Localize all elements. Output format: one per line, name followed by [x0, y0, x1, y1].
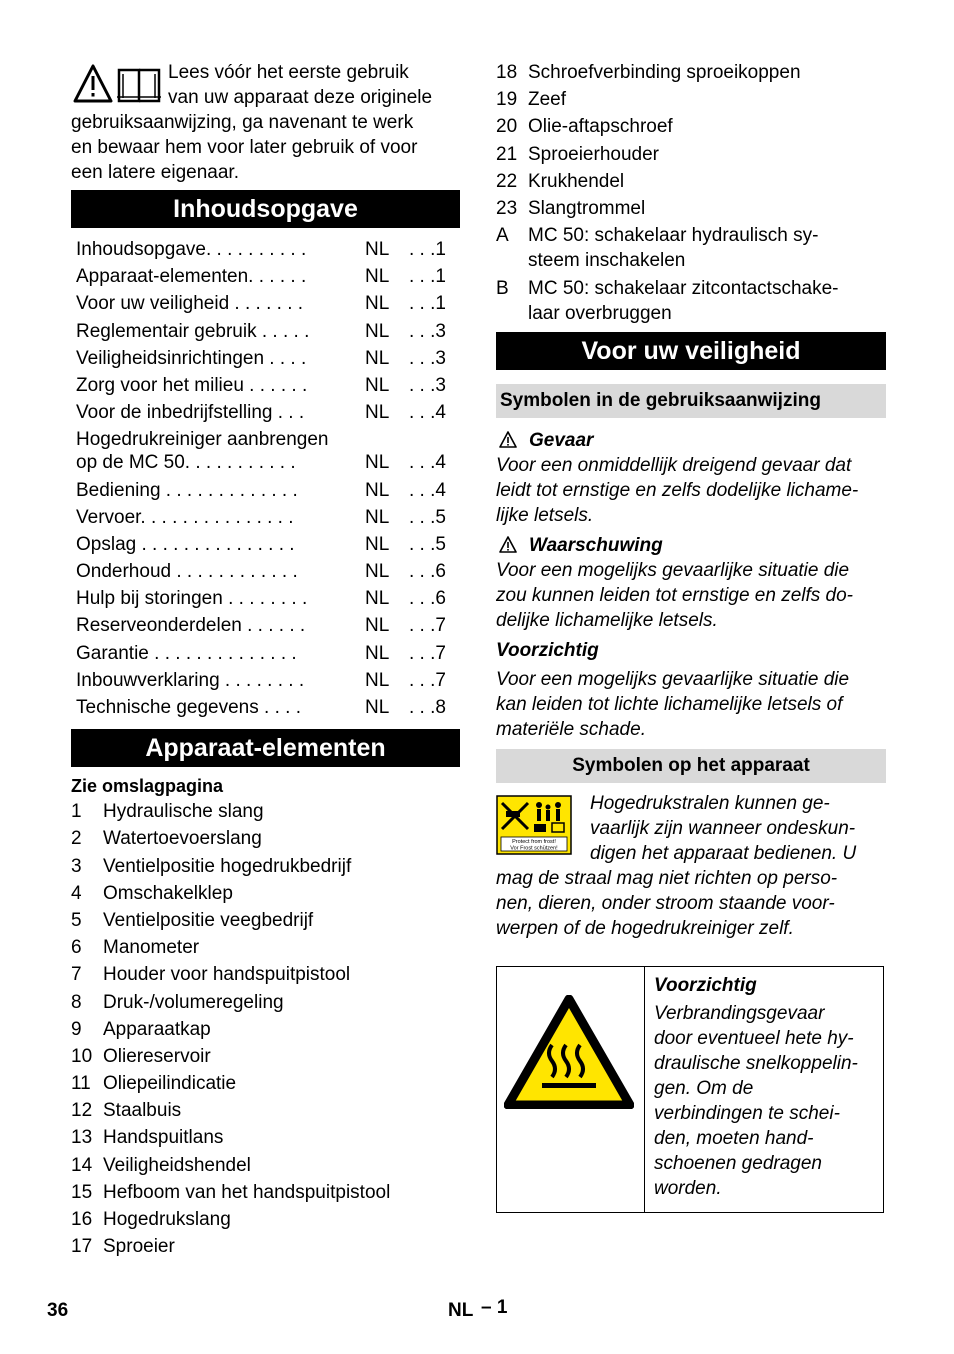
list-item-number: 20: [496, 116, 518, 138]
list-item-text: Handspuitlans: [103, 1127, 224, 1149]
list-item: [71, 1098, 460, 1125]
toc-lang: NL: [365, 266, 390, 288]
toc-page: . . .1: [409, 293, 446, 315]
list-item-text: Schroefverbinding sproeikoppen: [528, 62, 801, 83]
toc-title: Technische gegevens . . . .: [76, 697, 301, 718]
list-item-text: Oliepeilindicatie: [103, 1073, 237, 1095]
toc-lang: NL: [365, 506, 390, 528]
box-line-1: Verbrandingsgevaar: [654, 1003, 825, 1025]
toc-row-cont: [71, 450, 460, 477]
box-line-4: gen. Om de: [654, 1078, 754, 1100]
intro-line-2: van uw apparaat deze originele: [168, 87, 433, 108]
hp-line-2: vaarlijk zijn wanneer ondeskun-: [590, 818, 856, 840]
toc-lang: NL: [365, 347, 390, 369]
toc-lang: NL: [365, 479, 390, 501]
box-line-3: draulische snelkoppelin-: [654, 1053, 858, 1075]
list-item-text: Veiligheidshendel: [103, 1154, 251, 1176]
waarschuwing-line-1: Voor een mogelijks gevaarlijke situatie die: [496, 560, 850, 582]
toc-lang: NL: [365, 588, 390, 610]
intro-line-4: en bewaar hem voor later gebruik of voor: [71, 137, 418, 158]
toc-page: . . .5: [409, 506, 446, 528]
list-item: [496, 114, 886, 141]
symbols-manual-heading: Symbolen in de gebruiksaanwijzing: [496, 384, 886, 418]
toc-row: [71, 264, 460, 291]
list-item-number: 17: [71, 1236, 93, 1258]
footer-page-indicator: – 1: [481, 1297, 508, 1318]
gevaar-line-2: leidt tot ernstige en zelfs dodelijke lichame-: [496, 480, 859, 502]
list-item-text: Slangtrommel: [528, 197, 646, 219]
item-b-cont: laar overbruggen: [528, 303, 672, 325]
box-line-5: verbindingen te schei-: [654, 1103, 840, 1125]
list-item-text: Hydraulische slang: [103, 801, 264, 823]
box-line-8: worden.: [654, 1178, 722, 1200]
toc-page: . . .7: [409, 642, 446, 664]
list-item-number: 8: [71, 991, 82, 1013]
toc-title: Apparaat-elementen. . . . . .: [76, 266, 307, 288]
voorzichtig-line-1: Voor een mogelijks gevaarlijke situatie die: [496, 669, 850, 691]
toc-row: [71, 613, 460, 640]
list-item-number: 11: [71, 1073, 91, 1095]
footer-lang: NL: [448, 1300, 474, 1321]
toc-title: Inhoudsopgave. . . . . . . . . .: [76, 239, 307, 260]
toc-page: . . .6: [409, 588, 446, 610]
list-item-text: Oliereservoir: [103, 1045, 211, 1067]
list-item-text: Hefboom van het handspuitpistool: [103, 1181, 391, 1203]
toc-page: . . .1: [409, 239, 446, 260]
list-item: [71, 1153, 460, 1180]
hp-line-6: werpen of de hogedrukreiniger zelf.: [496, 918, 794, 940]
toc-page: . . .8: [409, 697, 446, 718]
voorzichtig-line-2: kan leiden tot lichte lichamelijke letsels of: [496, 694, 843, 716]
voorzichtig-line-3: materiële schade.: [496, 719, 646, 741]
list-item: [71, 1071, 460, 1098]
toc-row: [71, 319, 460, 346]
safety-heading: Voor uw veiligheid: [496, 332, 886, 370]
list-item: [496, 142, 886, 169]
intro-block: [71, 60, 460, 183]
list-item-text: Omschakelklep: [103, 882, 233, 904]
toc-title: Zorg voor het milieu . . . . . .: [76, 374, 308, 396]
list-item-number: 6: [71, 937, 82, 959]
toc-title: Reserveonderdelen . . . . . .: [76, 615, 306, 637]
toc-title: Vervoer. . . . . . . . . . . . . . .: [76, 506, 294, 528]
list-item-number: 13: [71, 1127, 93, 1149]
list-item-number: 4: [71, 882, 82, 904]
toc-row: [71, 346, 460, 373]
toc-row: [71, 478, 460, 505]
toc-title: Veiligheidsinrichtingen . . . .: [76, 347, 307, 369]
page-number: 36: [47, 1300, 69, 1321]
toc-page: . . .4: [409, 402, 446, 424]
toc-lang: NL: [365, 239, 390, 260]
list-item-number: 22: [496, 170, 518, 192]
list-item: [71, 1044, 460, 1071]
toc-page: . . .3: [409, 347, 446, 369]
toc-row: [71, 586, 460, 613]
list-item: [71, 799, 460, 826]
item-b: B MC 50: schakelaar zitcontactschake-: [496, 278, 839, 300]
list-item-text: Apparaatkap: [103, 1018, 211, 1040]
list-item-number: 18: [496, 62, 518, 83]
list-item-text: Hogedrukslang: [103, 1209, 231, 1230]
elements-list: [71, 799, 460, 1261]
toc-page: . . .6: [409, 561, 446, 583]
toc-lang: NL: [365, 452, 390, 474]
toc-title: Voor uw veiligheid . . . . . . .: [76, 293, 304, 315]
symbols-device-heading: Symbolen op het apparaat: [496, 749, 886, 783]
list-item-number: 10: [71, 1045, 93, 1067]
list-item: [496, 196, 886, 223]
intro-line-3: gebruiksaanwijzing, ga navenant te werk: [71, 112, 414, 133]
list-item: [71, 1017, 460, 1044]
toc-title: Reglementair gebruik . . . . .: [76, 320, 310, 342]
toc-page: . . .1: [409, 266, 446, 288]
toc-lang: NL: [365, 615, 390, 637]
list-item-text: Watertoevoerslang: [103, 828, 262, 850]
list-item-number: 9: [71, 1018, 82, 1040]
list-item: [71, 1234, 460, 1261]
table-divider: [644, 967, 645, 1212]
toc-page: . . .3: [409, 320, 446, 342]
toc-row: [71, 291, 460, 318]
toc-row: [71, 427, 460, 450]
toc-page: . . .4: [409, 479, 446, 501]
waarschuwing-line-2: zou kunnen leiden tot ernstige en zelfs do-: [496, 585, 854, 607]
toc-lang: NL: [365, 533, 390, 555]
list-item-number: 19: [496, 89, 518, 111]
list-item: [496, 87, 886, 114]
list-item-number: 2: [71, 828, 82, 850]
toc-page: . . .3: [409, 374, 446, 396]
toc-row: [71, 237, 460, 264]
list-item: [71, 990, 460, 1017]
hp-line-4: mag de straal mag niet richten op perso-: [496, 868, 838, 890]
high-pressure-warning-label-icon: [496, 795, 572, 855]
burn-warning-table: [496, 966, 884, 1213]
list-item-number: 14: [71, 1154, 93, 1176]
toc-list: [71, 237, 460, 722]
toc-row: [71, 373, 460, 400]
right-column: [496, 60, 886, 1213]
gevaar-line-3: lijke letsels.: [496, 505, 594, 527]
toc-lang: NL: [365, 374, 390, 396]
list-item: [71, 881, 460, 908]
list-item-number: 1: [71, 801, 82, 823]
hp-line-5: nen, dieren, onder stroom staande voor-: [496, 893, 835, 915]
hp-warning-block: [496, 791, 886, 941]
list-item-text: Zeef: [528, 89, 567, 111]
toc-row: [71, 641, 460, 668]
list-item: [71, 935, 460, 962]
list-item: [71, 908, 460, 935]
toc-title: Voor de inbedrijfstelling . . .: [76, 402, 305, 424]
list-item-text: Ventielpositie hogedrukbedrijf: [103, 855, 352, 877]
gevaar-label-row: Gevaar: [496, 428, 886, 453]
waarschuwing-label-row: Waarschuwing: [496, 533, 886, 558]
gevaar-line-1: Voor een onmiddellijk dreigend gevaar dat: [496, 455, 852, 477]
toc-lang: NL: [365, 642, 390, 664]
toc-lang: NL: [365, 320, 390, 342]
list-item-text: Krukhendel: [528, 170, 625, 192]
intro-line-1: Lees vóór het eerste gebruik: [168, 62, 409, 83]
toc-row: [71, 505, 460, 532]
box-line-2: door eventueel hete hy-: [654, 1028, 854, 1050]
toc-row: [71, 532, 460, 559]
svg-text:Vor Frost schützen!: Vor Frost schützen!: [510, 845, 558, 852]
list-item-number: 21: [496, 143, 518, 165]
toc-lang: NL: [365, 561, 390, 583]
list-item-number: 12: [71, 1100, 93, 1122]
toc-row: [71, 400, 460, 427]
toc-heading: Inhoudsopgave: [71, 190, 460, 228]
hot-surface-warning-icon: [504, 995, 634, 1109]
toc-title: Hogedrukreiniger aanbrengen: [76, 429, 329, 451]
item-a-cont: steem inschakelen: [528, 250, 686, 272]
list-item-number: 23: [496, 197, 518, 219]
box-line-7: schoenen gedragen: [654, 1153, 822, 1175]
toc-page: . . .7: [409, 669, 446, 691]
waarschuwing-line-3: delijke lichamelijke letsels.: [496, 610, 718, 632]
list-item: [71, 1125, 460, 1152]
list-item-number: 3: [71, 855, 82, 877]
warning-triangle-icon: [499, 536, 517, 553]
toc-title: Opslag . . . . . . . . . . . . . . .: [76, 533, 295, 555]
warning-triangle-icon: [499, 431, 517, 448]
warning-manual-icon: [73, 64, 163, 104]
item-a: A MC 50: schakelaar hydraulisch sy-: [496, 225, 819, 247]
box-label: Voorzichtig: [654, 975, 757, 997]
intro-line-5: een latere eigenaar.: [71, 162, 239, 183]
toc-lang: NL: [365, 669, 390, 691]
list-item-text: Manometer: [103, 937, 200, 959]
list-item-text: Sproeierhouder: [528, 143, 659, 165]
list-item-number: 15: [71, 1181, 93, 1203]
toc-row: [71, 668, 460, 695]
list-item-text: Olie-aftapschroef: [528, 116, 673, 138]
list-item: [496, 169, 886, 196]
list-item: [71, 826, 460, 853]
toc-page: . . .4: [409, 452, 446, 474]
hp-line-1: Hogedrukstralen kunnen ge-: [590, 793, 830, 815]
toc-title: Garantie . . . . . . . . . . . . . .: [76, 642, 297, 664]
list-item-text: Staalbuis: [103, 1100, 182, 1122]
list-item-number: 7: [71, 964, 82, 986]
toc-page: . . .7: [409, 615, 446, 637]
list-item: [71, 1180, 460, 1207]
toc-lang: NL: [365, 402, 390, 424]
toc-title: Bediening . . . . . . . . . . . . .: [76, 479, 298, 501]
elements-subheading: Zie omslagpagina: [71, 776, 224, 797]
hp-line-3: digen het apparaat bedienen. U: [590, 843, 857, 865]
toc-title: op de MC 50. . . . . . . . . . .: [76, 452, 296, 474]
toc-title: Inbouwverklaring . . . . . . . .: [76, 669, 305, 691]
list-item-text: Sproeier: [103, 1236, 175, 1258]
list-item-number: 16: [71, 1209, 93, 1230]
toc-lang: NL: [365, 697, 390, 718]
elements-heading: Apparaat-elementen: [71, 729, 460, 767]
voorzichtig-label: Voorzichtig: [496, 640, 599, 662]
list-item: [71, 854, 460, 881]
toc-row: [71, 695, 460, 722]
toc-row: [71, 559, 460, 586]
elements-list-continued: [496, 60, 886, 223]
toc-lang: NL: [365, 293, 390, 315]
list-item-text: Druk-/volumeregeling: [103, 991, 284, 1013]
svg-text:Protect from frost!: Protect from frost!: [512, 839, 556, 846]
list-item: [496, 60, 886, 87]
list-item: [71, 962, 460, 989]
list-item-text: Houder voor handspuitpistool: [103, 964, 351, 986]
list-item-number: 5: [71, 909, 82, 931]
toc-page: . . .5: [409, 533, 446, 555]
list-item: [71, 1207, 460, 1234]
toc-title: Onderhoud . . . . . . . . . . . .: [76, 561, 298, 583]
toc-title: Hulp bij storingen . . . . . . . .: [76, 588, 308, 610]
box-line-6: den, moeten hand-: [654, 1128, 814, 1150]
list-item-text: Ventielpositie veegbedrijf: [103, 909, 314, 931]
left-column: [71, 60, 460, 1261]
